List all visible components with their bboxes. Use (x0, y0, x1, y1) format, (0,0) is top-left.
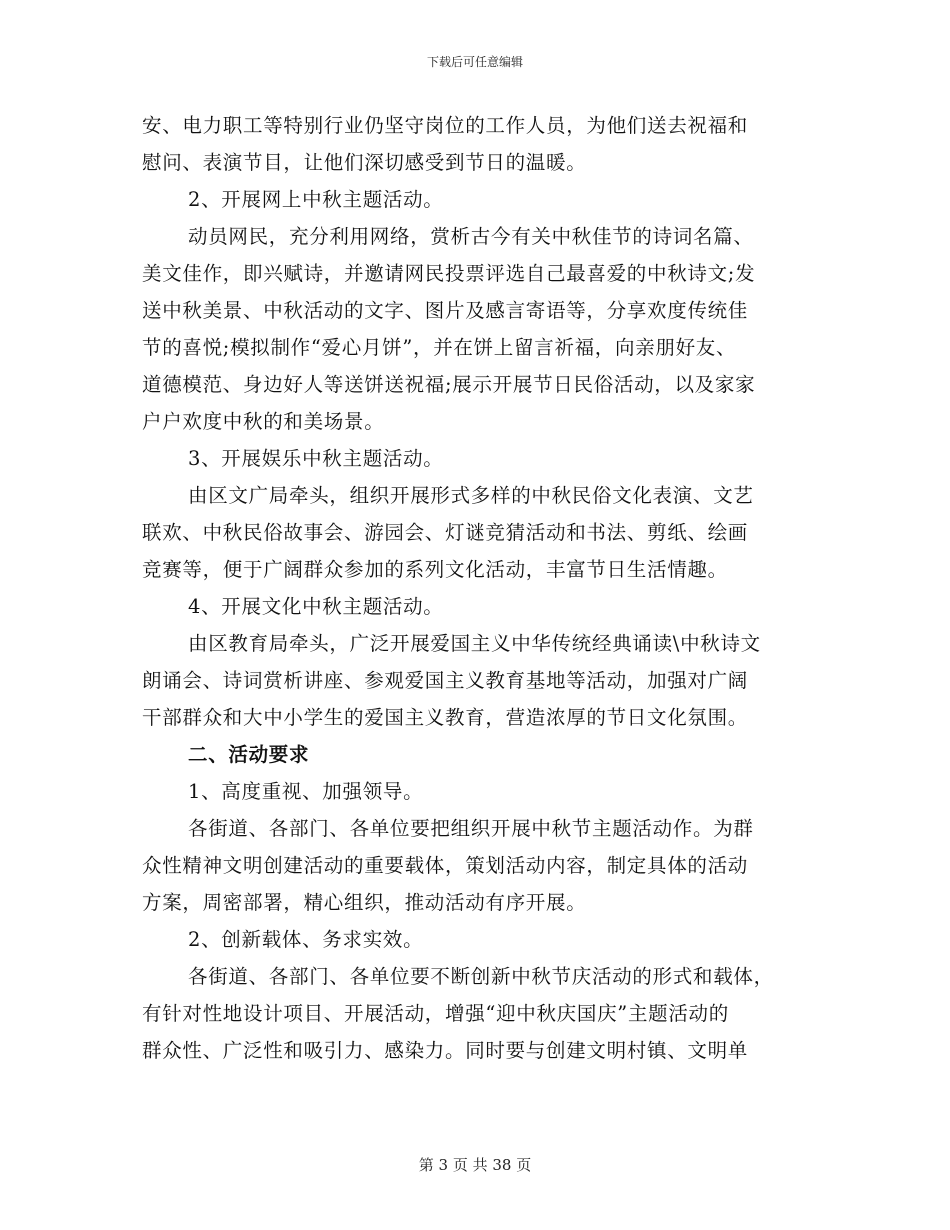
text-line: 动员网民，充分利用网络，赏析古今有关中秋佳节的诗词名篇、 (188, 225, 754, 248)
text-line: 由区文广局牵头，组织开展形式多样的中秋民俗文化表演、文艺 (188, 484, 754, 507)
document-body (142, 107, 812, 1069)
subheading: 2、开展网上中秋主题活动。 (188, 188, 444, 211)
text-line: 安、电力职工等特别行业仍坚守岗位的工作人员，为他们送去祝福和 (142, 114, 749, 137)
text-line: 朗诵会、诗词赏析讲座、参观爱国主义教育基地等活动，加强对广阔 (142, 669, 749, 692)
text-line: 各街道、各部门、各单位要不断创新中秋节庆活动的形式和载体， (188, 965, 774, 988)
text-line: 慰问、表演节目，让他们深切感受到节日的温暖。 (142, 151, 587, 174)
section-heading: 二、活动要求 (188, 743, 310, 766)
subheading: 3、开展娱乐中秋主题活动。 (188, 447, 444, 470)
text-line: 群众性、广泛性和吸引力、感染力。同时要与创建文明村镇、文明单 (142, 1039, 749, 1062)
text-line: 由区教育局牵头，广泛开展爱国主义中华传统经典诵读\中秋诗文 (188, 632, 761, 655)
text-line: 美文佳作，即兴赋诗，并邀请网民投票评选自己最喜爱的中秋诗文;发 (142, 262, 756, 285)
subheading: 4、开展文化中秋主题活动。 (188, 595, 444, 618)
text-line: 众性精神文明创建活动的重要载体，策划活动内容，制定具体的活动 (142, 854, 749, 877)
text-line: 各街道、各部门、各单位要把组织开展中秋节主题活动作。为群 (188, 817, 754, 840)
text-line: 干部群众和大中小学生的爱国主义教育，营造浓厚的节日文化氛围。 (142, 706, 749, 729)
page-header: 下载后可任意编辑 (426, 55, 523, 69)
text-line: 有针对性地设计项目、开展活动，增强“迎中秋庆国庆”主题活动的 (142, 1002, 729, 1025)
text-line: 送中秋美景、中秋活动的文字、图片及感言寄语等，分享欢度传统佳 (142, 299, 749, 322)
text-line: 道德模范、身边好人等送饼送祝福;展示开展节日民俗活动，以及家家 (142, 373, 756, 396)
subheading: 1、高度重视、加强领导。 (188, 780, 424, 803)
subheading: 2、创新载体、务求实效。 (188, 928, 424, 951)
text-line: 节的喜悦;模拟制作“爱心月饼”，并在饼上留言祈福，向亲朋好友、 (142, 336, 737, 359)
text-line: 竞赛等，便于广阔群众参加的系列文化活动，丰富节日生活情趣。 (142, 558, 728, 581)
page-number: 第 3 页 共 38 页 (418, 1156, 532, 1174)
text-line: 联欢、中秋民俗故事会、游园会、灯谜竞猜活动和书法、剪纸、绘画 (142, 521, 749, 544)
text-line: 户户欢度中秋的和美场景。 (142, 410, 385, 433)
text-line: 方案，周密部署，精心组织，推动活动有序开展。 (142, 891, 587, 914)
